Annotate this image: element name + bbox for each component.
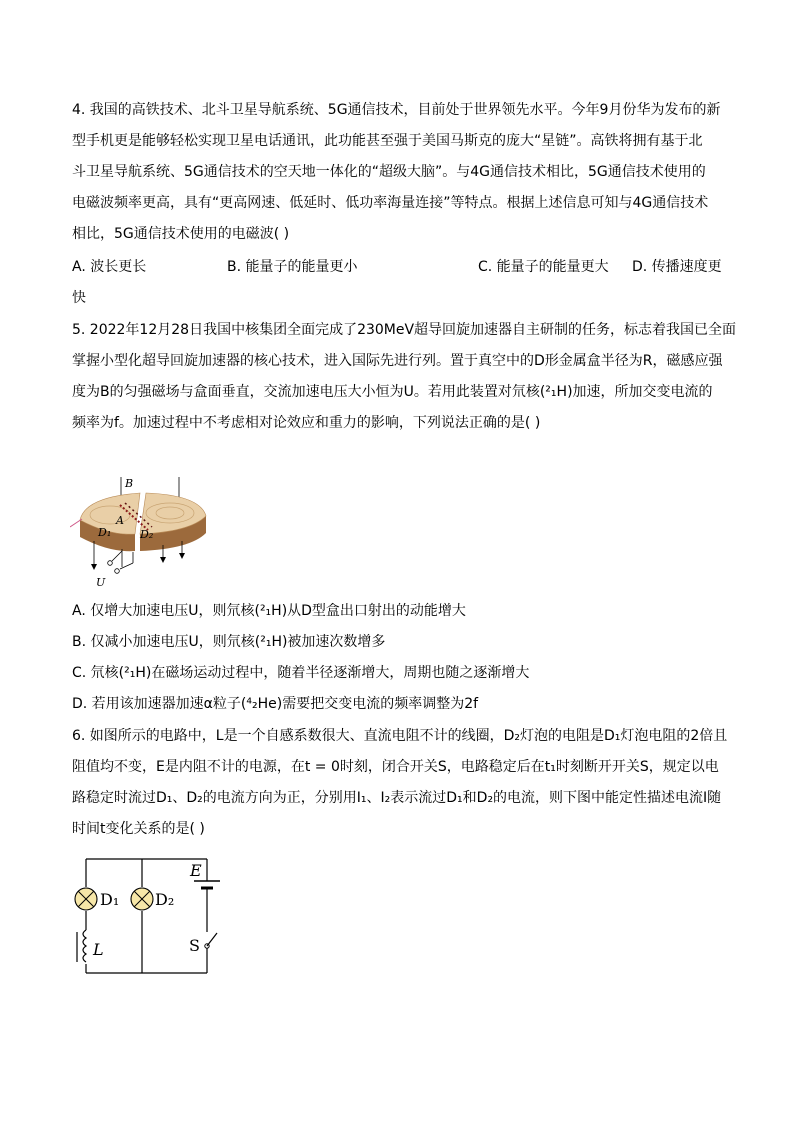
q4-option-b: B. 能量子的能量更小 bbox=[227, 259, 358, 275]
q4-line-4: 电磁波频率更高，具有“更高网速、低延时、低功率海量连接”等特点。根据上述信息可知与4G通信技术 bbox=[72, 195, 709, 211]
q4-line-3: 斗卫星导航系统、5G通信技术的空天地一体化的“超级大脑”。与4G通信技术相比，5G通信技术使用的 bbox=[72, 164, 706, 180]
label-s: S bbox=[189, 936, 200, 955]
q4-line-1: 4. 我国的高铁技术、北斗卫星导航系统、5G通信技术，目前处于世界领先水平。今年9月份华为发布的新 bbox=[72, 102, 721, 118]
q4-option-a: A. 波长更长 bbox=[72, 259, 147, 275]
label-d1-circuit: D₁ bbox=[100, 890, 120, 909]
q5-option-b: B. 仅减小加速电压U，则氘核(²₁H)被加速次数增多 bbox=[72, 634, 386, 650]
q4-option-c: C. 能量子的能量更大 bbox=[478, 259, 609, 275]
q5-line-1: 5. 2022年12月28日我国中核集团全面完成了230MeV超导回旋加速器自主研制的任务，标志着我国已全面 bbox=[72, 322, 737, 338]
question-6-stem bbox=[72, 721, 728, 845]
circuit-diagram bbox=[70, 852, 230, 977]
q6-line-4: 时间t变化关系的是( ) bbox=[72, 821, 205, 837]
label-a: A bbox=[116, 514, 124, 527]
q6-line-1: 6. 如图所示的电路中，L是一个自感系数很大、直流电阻不计的线圈，D₂灯泡的电阻是D₁灯泡电阻的2倍且 bbox=[72, 728, 728, 744]
question-5-stem bbox=[72, 315, 737, 439]
label-l: L bbox=[93, 940, 104, 959]
battery-icon bbox=[194, 881, 220, 888]
q4-option-d-continued: 快 bbox=[72, 290, 86, 306]
label-u: U bbox=[96, 576, 106, 589]
q5-option-d: D. 若用该加速器加速α粒子(⁴₂He)需要把交变电流的频率调整为2f bbox=[72, 696, 479, 712]
q6-line-2: 阻值均不变，E是内阻不计的电源，在t = 0时刻，闭合开关S，电路稳定后在t₁时刻断开开关S，规定以电 bbox=[72, 759, 719, 775]
question-4-stem bbox=[72, 95, 722, 250]
q4-line-2: 型手机更是能够轻松实现卫星电话通讯，此功能甚至强于美国马斯克的庞大“星链”。高铁将拥有基于北 bbox=[72, 133, 703, 149]
q5-option-c: C. 氘核(²₁H)在磁场运动过程中，随着半径逐渐增大，周期也随之逐渐增大 bbox=[72, 665, 530, 681]
inductor-coil-icon bbox=[77, 930, 86, 962]
label-b: B bbox=[125, 477, 134, 490]
q6-line-3: 路稳定时流过D₁、D₂的电流方向为正，分别用I₁、I₂表示流过D₁和D₂的电流，则下图中能定性描述电流I随 bbox=[72, 790, 722, 806]
cyclotron-figure bbox=[70, 475, 210, 590]
label-d1: D₁ bbox=[98, 526, 112, 539]
q5-option-a: A. 仅增大加速电压U，则氘核(²₁H)从D型盒出口射出的动能增大 bbox=[72, 603, 466, 619]
switch-icon bbox=[205, 933, 217, 948]
label-d2-circuit: D₂ bbox=[155, 890, 175, 909]
q5-line-4: 频率为f。加速过程中不考虑相对论效应和重力的影响，下列说法正确的是( ) bbox=[72, 415, 541, 431]
q5-line-2: 掌握小型化超导回旋加速器的核心技术，进入国际先进行列。置于真空中的D形金属盒半径为R，磁感应强 bbox=[72, 353, 723, 369]
label-e: E bbox=[190, 861, 202, 880]
label-d2: D₂ bbox=[140, 528, 154, 541]
q5-line-3: 度为B的匀强磁场与盒面垂直，交流加速电压大小恒为U。若用此装置对氘核(²₁H)加速，所加交变电流的 bbox=[72, 384, 713, 400]
lamp-d2-icon bbox=[131, 888, 153, 910]
q4-option-d: D. 传播速度更 bbox=[632, 259, 722, 275]
lamp-d1-icon bbox=[75, 888, 97, 910]
q4-line-5: 相比，5G通信技术使用的电磁波( ) bbox=[72, 226, 290, 242]
